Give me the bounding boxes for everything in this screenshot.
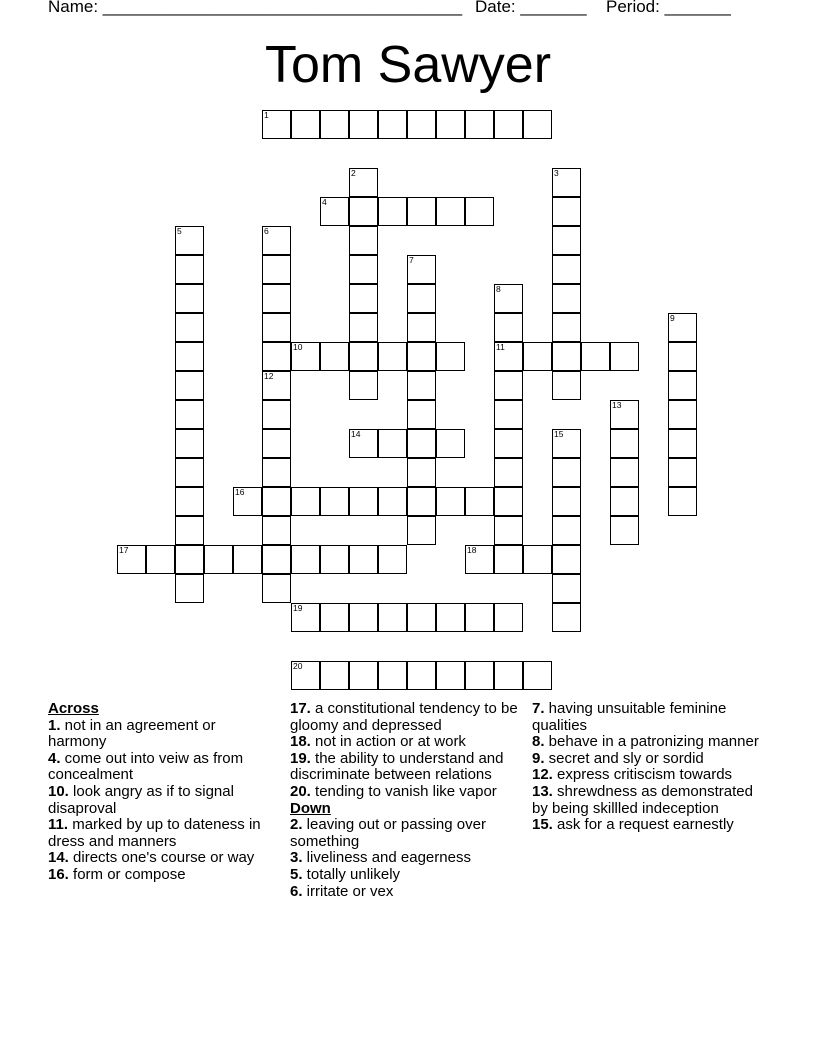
clue-number-label: 2: [351, 168, 356, 178]
across-clue: [48, 751, 278, 784]
crossword-cell[interactable]: [552, 545, 581, 574]
crossword-cell[interactable]: [668, 400, 697, 429]
across-heading: Across: [48, 700, 99, 717]
crossword-cell[interactable]: [494, 661, 523, 690]
crossword-cell[interactable]: [552, 516, 581, 545]
date-field[interactable]: Date: _______: [475, 0, 587, 16]
crossword-cell[interactable]: [407, 429, 436, 458]
crossword-cell[interactable]: [436, 487, 465, 516]
clue-number-label: 8: [496, 284, 501, 294]
crossword-cell[interactable]: [320, 487, 349, 516]
crossword-cell[interactable]: [552, 371, 581, 400]
crossword-cell[interactable]: [175, 400, 204, 429]
clue-number: 12.: [532, 766, 553, 784]
crossword-cell[interactable]: [175, 429, 204, 458]
crossword-cell[interactable]: [494, 110, 523, 139]
down-clue: [290, 850, 520, 867]
across-clue: [48, 867, 278, 884]
clue-number-label: 6: [264, 226, 269, 236]
clue-number: 2.: [290, 816, 303, 834]
clue-text: ask for a request earnestly: [552, 816, 734, 834]
crossword-cell[interactable]: [494, 603, 523, 632]
crossword-cell[interactable]: [552, 313, 581, 342]
clue-text: look angry as if to signal disaproval: [48, 782, 234, 817]
crossword-cell[interactable]: [349, 603, 378, 632]
crossword-cell[interactable]: [349, 226, 378, 255]
clue-text: directs one's course or way: [68, 849, 255, 867]
crossword-cell[interactable]: [262, 284, 291, 313]
crossword-cell[interactable]: [552, 603, 581, 632]
clue-number-label: 14: [351, 429, 361, 439]
crossword-cell[interactable]: [552, 284, 581, 313]
clue-number-label: 1: [264, 110, 269, 120]
crossword-cell[interactable]: [349, 487, 378, 516]
clue-text: tending to vanish like vapor: [310, 782, 497, 800]
clue-text: the ability to understand and discriminate between relations: [290, 749, 504, 784]
crossword-cell[interactable]: [378, 197, 407, 226]
crossword-cell[interactable]: [494, 400, 523, 429]
crossword-cell[interactable]: [610, 342, 639, 371]
down-clue: [532, 767, 772, 784]
crossword-cell[interactable]: [407, 371, 436, 400]
crossword-cell[interactable]: [552, 458, 581, 487]
clue-number-label: 16: [235, 487, 245, 497]
across-clue: [48, 817, 278, 850]
crossword-cell[interactable]: [262, 487, 291, 516]
crossword-cell[interactable]: [668, 458, 697, 487]
clue-number-label: 20: [293, 661, 303, 671]
clue-number: 10.: [48, 782, 69, 800]
clue-number-label: 9: [670, 313, 675, 323]
crossword-cell[interactable]: [262, 429, 291, 458]
crossword-cell[interactable]: [349, 255, 378, 284]
crossword-cell[interactable]: [494, 487, 523, 516]
crossword-cell[interactable]: [610, 516, 639, 545]
clue-text: leaving out or passing over something: [290, 816, 486, 850]
crossword-cell[interactable]: [523, 342, 552, 371]
clue-number-label: 11: [496, 342, 505, 352]
crossword-cell[interactable]: [175, 313, 204, 342]
crossword-cell[interactable]: [552, 574, 581, 603]
crossword-cell[interactable]: [378, 110, 407, 139]
clue-number: 4.: [48, 749, 61, 767]
clue-number: 1.: [48, 716, 61, 734]
crossword-cell[interactable]: [436, 429, 465, 458]
crossword-cell[interactable]: [291, 110, 320, 139]
clue-number: 15.: [532, 816, 553, 834]
crossword-cell[interactable]: [291, 545, 320, 574]
crossword-cell[interactable]: [668, 487, 697, 516]
crossword-cell[interactable]: [523, 110, 552, 139]
crossword-cell[interactable]: [204, 545, 233, 574]
crossword-cell[interactable]: [262, 400, 291, 429]
crossword-cell[interactable]: [349, 284, 378, 313]
crossword-cell[interactable]: [494, 429, 523, 458]
across-clue: [290, 784, 520, 801]
across-clue: [48, 784, 278, 817]
clue-number: 7.: [532, 700, 545, 717]
crossword-cell[interactable]: [262, 545, 291, 574]
crossword-cell[interactable]: [262, 516, 291, 545]
clue-number-label: 3: [554, 168, 559, 178]
clue-number: 16.: [48, 865, 69, 883]
crossword-cell[interactable]: [465, 603, 494, 632]
clue-number: 8.: [532, 733, 545, 751]
crossword-cell[interactable]: [320, 342, 349, 371]
crossword-cell[interactable]: [465, 197, 494, 226]
clue-number-label: 4: [322, 197, 327, 207]
crossword-cell[interactable]: [610, 429, 639, 458]
across-clue: [290, 751, 520, 784]
down-clue: [532, 734, 772, 751]
clue-number: 11.: [48, 816, 69, 834]
down-clue: [532, 701, 772, 734]
down-clue: [290, 884, 520, 901]
clue-number: 6.: [290, 882, 303, 900]
across-clue: [48, 850, 278, 867]
clue-text: totally unlikely: [302, 865, 401, 883]
crossword-cell[interactable]: [175, 545, 204, 574]
crossword-cell[interactable]: [175, 371, 204, 400]
crossword-cell[interactable]: [494, 516, 523, 545]
crossword-cell[interactable]: [175, 487, 204, 516]
crossword-cell[interactable]: [320, 110, 349, 139]
crossword-cell[interactable]: [378, 661, 407, 690]
clue-text: shrewdness as demonstrated by being skillled indeception: [532, 782, 753, 817]
page-title: Tom Sawyer: [264, 36, 552, 94]
down-heading: Down: [290, 799, 331, 817]
crossword-cell[interactable]: [407, 110, 436, 139]
clue-number-label: 5: [177, 226, 182, 236]
clues-column-3: [532, 701, 772, 834]
clue-number-label: 10: [293, 342, 303, 352]
crossword-cell[interactable]: [407, 516, 436, 545]
crossword-cell[interactable]: [552, 342, 581, 371]
crossword-cell[interactable]: [262, 574, 291, 603]
clue-text: a constitutional tendency to be gloomy and depressed: [290, 700, 518, 734]
crossword-cell[interactable]: [407, 197, 436, 226]
clue-number-label: 19: [293, 603, 303, 613]
crossword-cell[interactable]: [349, 661, 378, 690]
crossword-cell[interactable]: [349, 545, 378, 574]
clue-text: liveliness and eagerness: [302, 849, 471, 867]
down-clue: [290, 817, 520, 850]
clue-number-label: 12: [264, 371, 274, 381]
crossword-cell[interactable]: [523, 661, 552, 690]
crossword-cell[interactable]: [349, 371, 378, 400]
crossword-cell[interactable]: [320, 603, 349, 632]
crossword-cell[interactable]: [552, 197, 581, 226]
clue-number: 19.: [290, 749, 311, 767]
crossword-cell[interactable]: [349, 342, 378, 371]
across-clue: [290, 701, 520, 734]
clue-number: 3.: [290, 849, 303, 867]
down-clue: [532, 784, 772, 817]
crossword-cell[interactable]: [175, 255, 204, 284]
clue-text: behave in a patronizing manner: [544, 733, 759, 751]
crossword-cell[interactable]: [233, 545, 262, 574]
clue-number: 5.: [290, 865, 303, 883]
crossword-cell[interactable]: [320, 661, 349, 690]
crossword-cell[interactable]: [436, 661, 465, 690]
crossword-cell[interactable]: [349, 197, 378, 226]
clue-number-label: 18: [467, 545, 477, 555]
clue-number: 14.: [48, 849, 69, 867]
crossword-cell[interactable]: [378, 603, 407, 632]
clue-text: not in action or at work: [310, 733, 466, 751]
crossword-cell[interactable]: [494, 458, 523, 487]
clue-number-label: 7: [409, 255, 414, 265]
crossword-cell[interactable]: [523, 545, 552, 574]
crossword-cell[interactable]: [262, 313, 291, 342]
clue-text: secret and sly or sordid: [544, 749, 704, 767]
clue-text: form or compose: [68, 865, 186, 883]
clue-text: not in an agreement or harmony: [48, 716, 216, 751]
crossword-cell[interactable]: [378, 545, 407, 574]
clue-text: marked by up to dateness in dress and manners: [48, 816, 261, 850]
crossword-cell[interactable]: [175, 458, 204, 487]
clue-text: express critiscism towards: [552, 766, 733, 784]
crossword-cell[interactable]: [262, 458, 291, 487]
crossword-cell[interactable]: [494, 545, 523, 574]
crossword-cell[interactable]: [436, 197, 465, 226]
name-field[interactable]: Name: ______________________________________: [48, 0, 463, 16]
crossword-cell[interactable]: [349, 313, 378, 342]
crossword-cell[interactable]: [407, 458, 436, 487]
crossword-cell[interactable]: [668, 429, 697, 458]
crossword-cell[interactable]: [349, 110, 378, 139]
clue-number: 9.: [532, 749, 545, 767]
crossword-cell[interactable]: [407, 661, 436, 690]
crossword-cell[interactable]: [378, 429, 407, 458]
clue-number-label: 15: [554, 429, 564, 439]
crossword-cell[interactable]: [175, 574, 204, 603]
clue-number-label: 13: [612, 400, 622, 410]
crossword-cell[interactable]: [407, 487, 436, 516]
crossword-cell[interactable]: [175, 342, 204, 371]
crossword-cell[interactable]: [320, 545, 349, 574]
crossword-cell[interactable]: [494, 313, 523, 342]
crossword-cell[interactable]: [610, 458, 639, 487]
crossword-cell[interactable]: [407, 603, 436, 632]
clue-text: irritate or vex: [302, 882, 394, 900]
crossword-cell[interactable]: [494, 371, 523, 400]
crossword-cell[interactable]: [262, 255, 291, 284]
down-clue: [532, 817, 772, 834]
clues-column-2: [290, 701, 520, 900]
crossword-cell[interactable]: [465, 110, 494, 139]
crossword-cell[interactable]: [610, 487, 639, 516]
crossword-cell[interactable]: [436, 110, 465, 139]
crossword-cell[interactable]: [668, 342, 697, 371]
crossword-cell[interactable]: [378, 342, 407, 371]
crossword-cell[interactable]: [552, 255, 581, 284]
clues-column-1: [48, 701, 278, 884]
crossword-cell[interactable]: [552, 226, 581, 255]
crossword-cell[interactable]: [262, 342, 291, 371]
clue-number-label: 17: [119, 545, 129, 555]
crossword-cell[interactable]: [436, 342, 465, 371]
down-clue: [532, 751, 772, 768]
crossword-cell[interactable]: [146, 545, 175, 574]
crossword-cell[interactable]: [581, 342, 610, 371]
clue-text: having unsuitable feminine qualities: [532, 700, 727, 734]
crossword-cell[interactable]: [668, 371, 697, 400]
clue-number: 17.: [290, 700, 311, 717]
crossword-cell[interactable]: [465, 661, 494, 690]
crossword-cell[interactable]: [291, 487, 320, 516]
clue-number: 20.: [290, 782, 311, 800]
crossword-cell[interactable]: [465, 487, 494, 516]
clue-text: come out into veiw as from concealment: [48, 749, 244, 784]
crossword-cell[interactable]: [407, 342, 436, 371]
crossword-cell[interactable]: [378, 487, 407, 516]
crossword-cell[interactable]: [436, 603, 465, 632]
crossword-cell[interactable]: [407, 400, 436, 429]
crossword-cell[interactable]: [552, 487, 581, 516]
crossword-cell[interactable]: [407, 313, 436, 342]
down-clue: [290, 867, 520, 884]
clue-number: 13.: [532, 782, 553, 800]
across-clue: [48, 718, 278, 751]
crossword-cell[interactable]: [175, 284, 204, 313]
period-field[interactable]: Period: _______: [606, 0, 731, 16]
crossword-cell[interactable]: [175, 516, 204, 545]
clue-number: 18.: [290, 733, 311, 751]
crossword-cell[interactable]: [407, 284, 436, 313]
across-clue: [290, 734, 520, 751]
